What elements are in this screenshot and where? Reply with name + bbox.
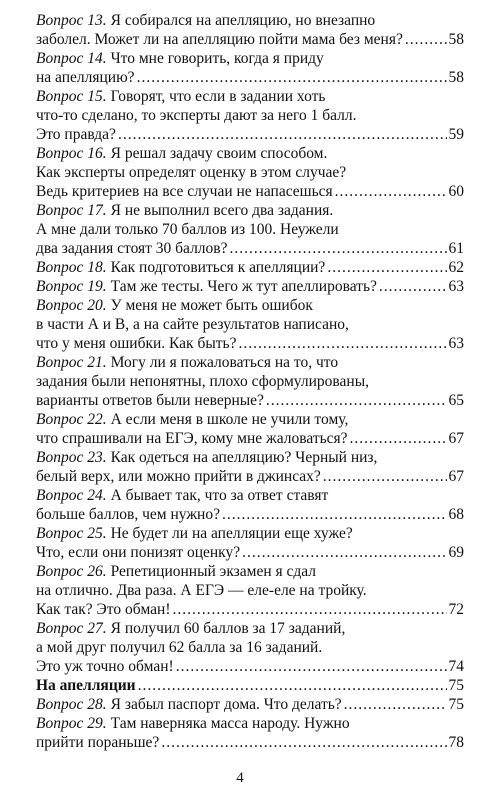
toc-line (36, 505, 464, 524)
toc-entry (36, 524, 464, 562)
toc-entry (36, 201, 464, 258)
toc-page-number: 75 (448, 696, 464, 713)
toc-entry-text: Как эксперты определят оценку в этом случае? (36, 164, 347, 181)
toc-page-number: 67 (448, 468, 464, 485)
toc-line (36, 429, 464, 448)
toc-entry-text: А мне дали только 70 баллов из 100. Неужели (36, 221, 339, 238)
toc-entry-text: Я решал задачу своим способом. (110, 145, 328, 162)
dot-leader (230, 239, 447, 258)
toc-entry-text: на отлично. Два раза. А ЕГЭ — еле-еле на тройку. (36, 582, 367, 599)
toc-line (36, 695, 464, 714)
toc-line (36, 391, 464, 410)
toc-line (36, 372, 464, 391)
toc-entry-text: Это правда? (36, 126, 116, 143)
toc-entry (36, 277, 464, 296)
toc-entry-text: белый верх, или можно прийти в джинсах? (36, 468, 321, 485)
toc-entry (36, 448, 464, 486)
toc-entry-text: варианты ответов были неверные? (36, 392, 264, 409)
toc-entry-text: Что мне говорить, когда я приду (110, 50, 324, 67)
toc-entry-text: что спрашивали на ЕГЭ, кому мне жаловаться? (36, 430, 348, 447)
toc-line (36, 296, 464, 315)
toc-line (36, 49, 464, 68)
toc-line (36, 201, 464, 220)
toc-line (36, 106, 464, 125)
toc-entry (36, 144, 464, 201)
toc-entry (36, 258, 464, 277)
toc-line (36, 676, 464, 695)
toc-entry-text: в части А и В, а на сайте результатов написано, (36, 316, 349, 333)
toc-line (36, 68, 464, 87)
toc-entry (36, 562, 464, 619)
toc-section-entry (36, 676, 464, 695)
toc-entry-text: Что, если они понизят оценку? (36, 544, 241, 561)
toc-entry (36, 11, 464, 49)
toc-line (36, 619, 464, 638)
toc-entry-text: Там же тесты. Чего ж тут апеллировать? (110, 278, 377, 295)
dot-leader (379, 277, 447, 296)
toc-line (36, 486, 464, 505)
toc-entry-text: Ведь критериев на все случаи не напасешься (36, 183, 333, 200)
toc-page-number: 59 (448, 126, 464, 143)
dot-leader (327, 258, 446, 277)
toc-question-label: Вопрос 13. (36, 12, 107, 29)
toc-line (36, 182, 464, 201)
toc-entry (36, 49, 464, 87)
table-of-contents (36, 11, 464, 752)
toc-line (36, 353, 464, 372)
dot-leader (323, 467, 447, 486)
toc-line (36, 30, 464, 49)
toc-line (36, 714, 464, 733)
toc-line (36, 144, 464, 163)
dot-leader (344, 695, 447, 714)
toc-line (36, 87, 464, 106)
dot-leader (266, 391, 447, 410)
toc-page-number: 78 (448, 734, 464, 751)
toc-question-label: Вопрос 25. (36, 525, 107, 542)
toc-entry-text: заболел. Может ли на апелляцию пойти мама без меня? (36, 31, 403, 48)
toc-question-label: Вопрос 29. (36, 715, 107, 732)
dot-leader (138, 676, 447, 695)
toc-line (36, 581, 464, 600)
toc-line (36, 220, 464, 239)
toc-entry-text: Там наверняка масса народу. Нужно (110, 715, 350, 732)
dot-leader (173, 600, 447, 619)
toc-entry-text: Как одеться на апелляцию? Черный низ, (110, 449, 378, 466)
toc-line (36, 448, 464, 467)
toc-entry (36, 486, 464, 524)
toc-question-label: Вопрос 23. (36, 449, 107, 466)
toc-question-label: Вопрос 22. (36, 411, 107, 428)
toc-line (36, 657, 464, 676)
toc-entry-text: задания были непонятны, плохо сформулированы, (36, 373, 369, 390)
toc-page-number: 60 (448, 183, 464, 200)
toc-entry-text: Репетиционный экзамен я сдал (110, 563, 317, 580)
toc-question-label: Вопрос 16. (36, 145, 107, 162)
toc-page-number: 63 (448, 278, 464, 295)
page-number: 4 (236, 770, 244, 786)
toc-line (36, 524, 464, 543)
toc-page-number: 63 (448, 335, 464, 352)
dot-leader (176, 657, 447, 676)
toc-entry-text: Не будет ли на апелляции еще хуже? (110, 525, 353, 542)
toc-entry-text: У меня не может быть ошибок (110, 297, 313, 314)
dot-leader (118, 125, 447, 144)
toc-line (36, 258, 464, 277)
toc-page-number: 67 (448, 430, 464, 447)
toc-line (36, 467, 464, 486)
toc-question-label: Вопрос 24. (36, 487, 107, 504)
toc-entry-text: А если меня в школе не учили тому, (110, 411, 349, 428)
toc-line (36, 163, 464, 182)
toc-question-label: Вопрос 28. (36, 696, 107, 713)
toc-question-label: Вопрос 18. (36, 259, 107, 276)
toc-line (36, 334, 464, 353)
toc-entry-text: Как так? Это обман! (36, 601, 171, 618)
toc-question-label: Вопрос 21. (36, 354, 107, 371)
toc-entry (36, 410, 464, 448)
toc-entry-text: Я собирался на апелляцию, но внезапно (110, 12, 376, 29)
toc-page-number: 65 (448, 392, 464, 409)
toc-line (36, 239, 464, 258)
dot-leader (239, 334, 447, 353)
toc-entry-text: что-то сделано, то эксперты дают за него 1 балл. (36, 107, 357, 124)
toc-line (36, 11, 464, 30)
toc-entry-text: а мой друг получил 62 балла за 16 заданий. (36, 639, 323, 656)
toc-page-number: 75 (448, 677, 464, 694)
toc-page-number: 68 (448, 506, 464, 523)
toc-page-number: 69 (448, 544, 464, 561)
toc-entry-text: Я забыл паспорт дома. Что делать? (110, 696, 342, 713)
dot-leader (242, 543, 446, 562)
toc-entry (36, 619, 464, 676)
toc-page-number: 58 (448, 31, 464, 48)
toc-line (36, 315, 464, 334)
toc-entry-text: на апелляцию? (36, 69, 135, 86)
toc-entry-text: Могу ли я пожаловаться на то, что (110, 354, 339, 371)
toc-entry-text: Как подготовиться к апелляции? (110, 259, 326, 276)
toc-line (36, 277, 464, 296)
dot-leader (161, 733, 446, 752)
toc-entry-text: два задания стоят 30 баллов? (36, 240, 228, 257)
toc-entry-text: А бывает так, что за ответ ставят (110, 487, 329, 504)
toc-page-number: 61 (448, 240, 464, 257)
toc-section-title: На апелляции (36, 677, 136, 694)
toc-page-number: 74 (448, 658, 464, 675)
toc-question-label: Вопрос 20. (36, 297, 107, 314)
toc-line (36, 125, 464, 144)
toc-page-number: 72 (448, 601, 464, 618)
toc-line (36, 733, 464, 752)
toc-question-label: Вопрос 14. (36, 50, 107, 67)
dot-leader (350, 429, 447, 448)
dot-leader (335, 182, 447, 201)
toc-line (36, 543, 464, 562)
toc-line (36, 600, 464, 619)
toc-entry-text: прийти пораньше? (36, 734, 160, 751)
toc-entry-text: Это уж точно обман! (36, 658, 174, 675)
toc-entry (36, 353, 464, 410)
toc-question-label: Вопрос 19. (36, 278, 107, 295)
toc-line (36, 638, 464, 657)
toc-entry-text: Я получил 60 баллов за 17 заданий, (110, 620, 346, 637)
toc-entry (36, 695, 464, 714)
toc-entry (36, 714, 464, 752)
toc-entry-text: что у меня ошибки. Как быть? (36, 335, 237, 352)
toc-line (36, 562, 464, 581)
dot-leader (137, 68, 447, 87)
toc-question-label: Вопрос 17. (36, 202, 107, 219)
toc-entry (36, 296, 464, 353)
toc-question-label: Вопрос 27. (36, 620, 107, 637)
toc-entry-text: Говорят, что если в задании хоть (110, 88, 326, 105)
toc-entry-text: больше баллов, чем нужно? (36, 506, 220, 523)
toc-line (36, 410, 464, 429)
dot-leader (405, 30, 447, 49)
dot-leader (222, 505, 447, 524)
toc-question-label: Вопрос 26. (36, 563, 107, 580)
toc-entry-text: Я не выполнил всего два задания. (110, 202, 334, 219)
toc-page-number: 62 (448, 259, 464, 276)
toc-entry (36, 87, 464, 144)
toc-page-number: 58 (448, 69, 464, 86)
toc-question-label: Вопрос 15. (36, 88, 107, 105)
